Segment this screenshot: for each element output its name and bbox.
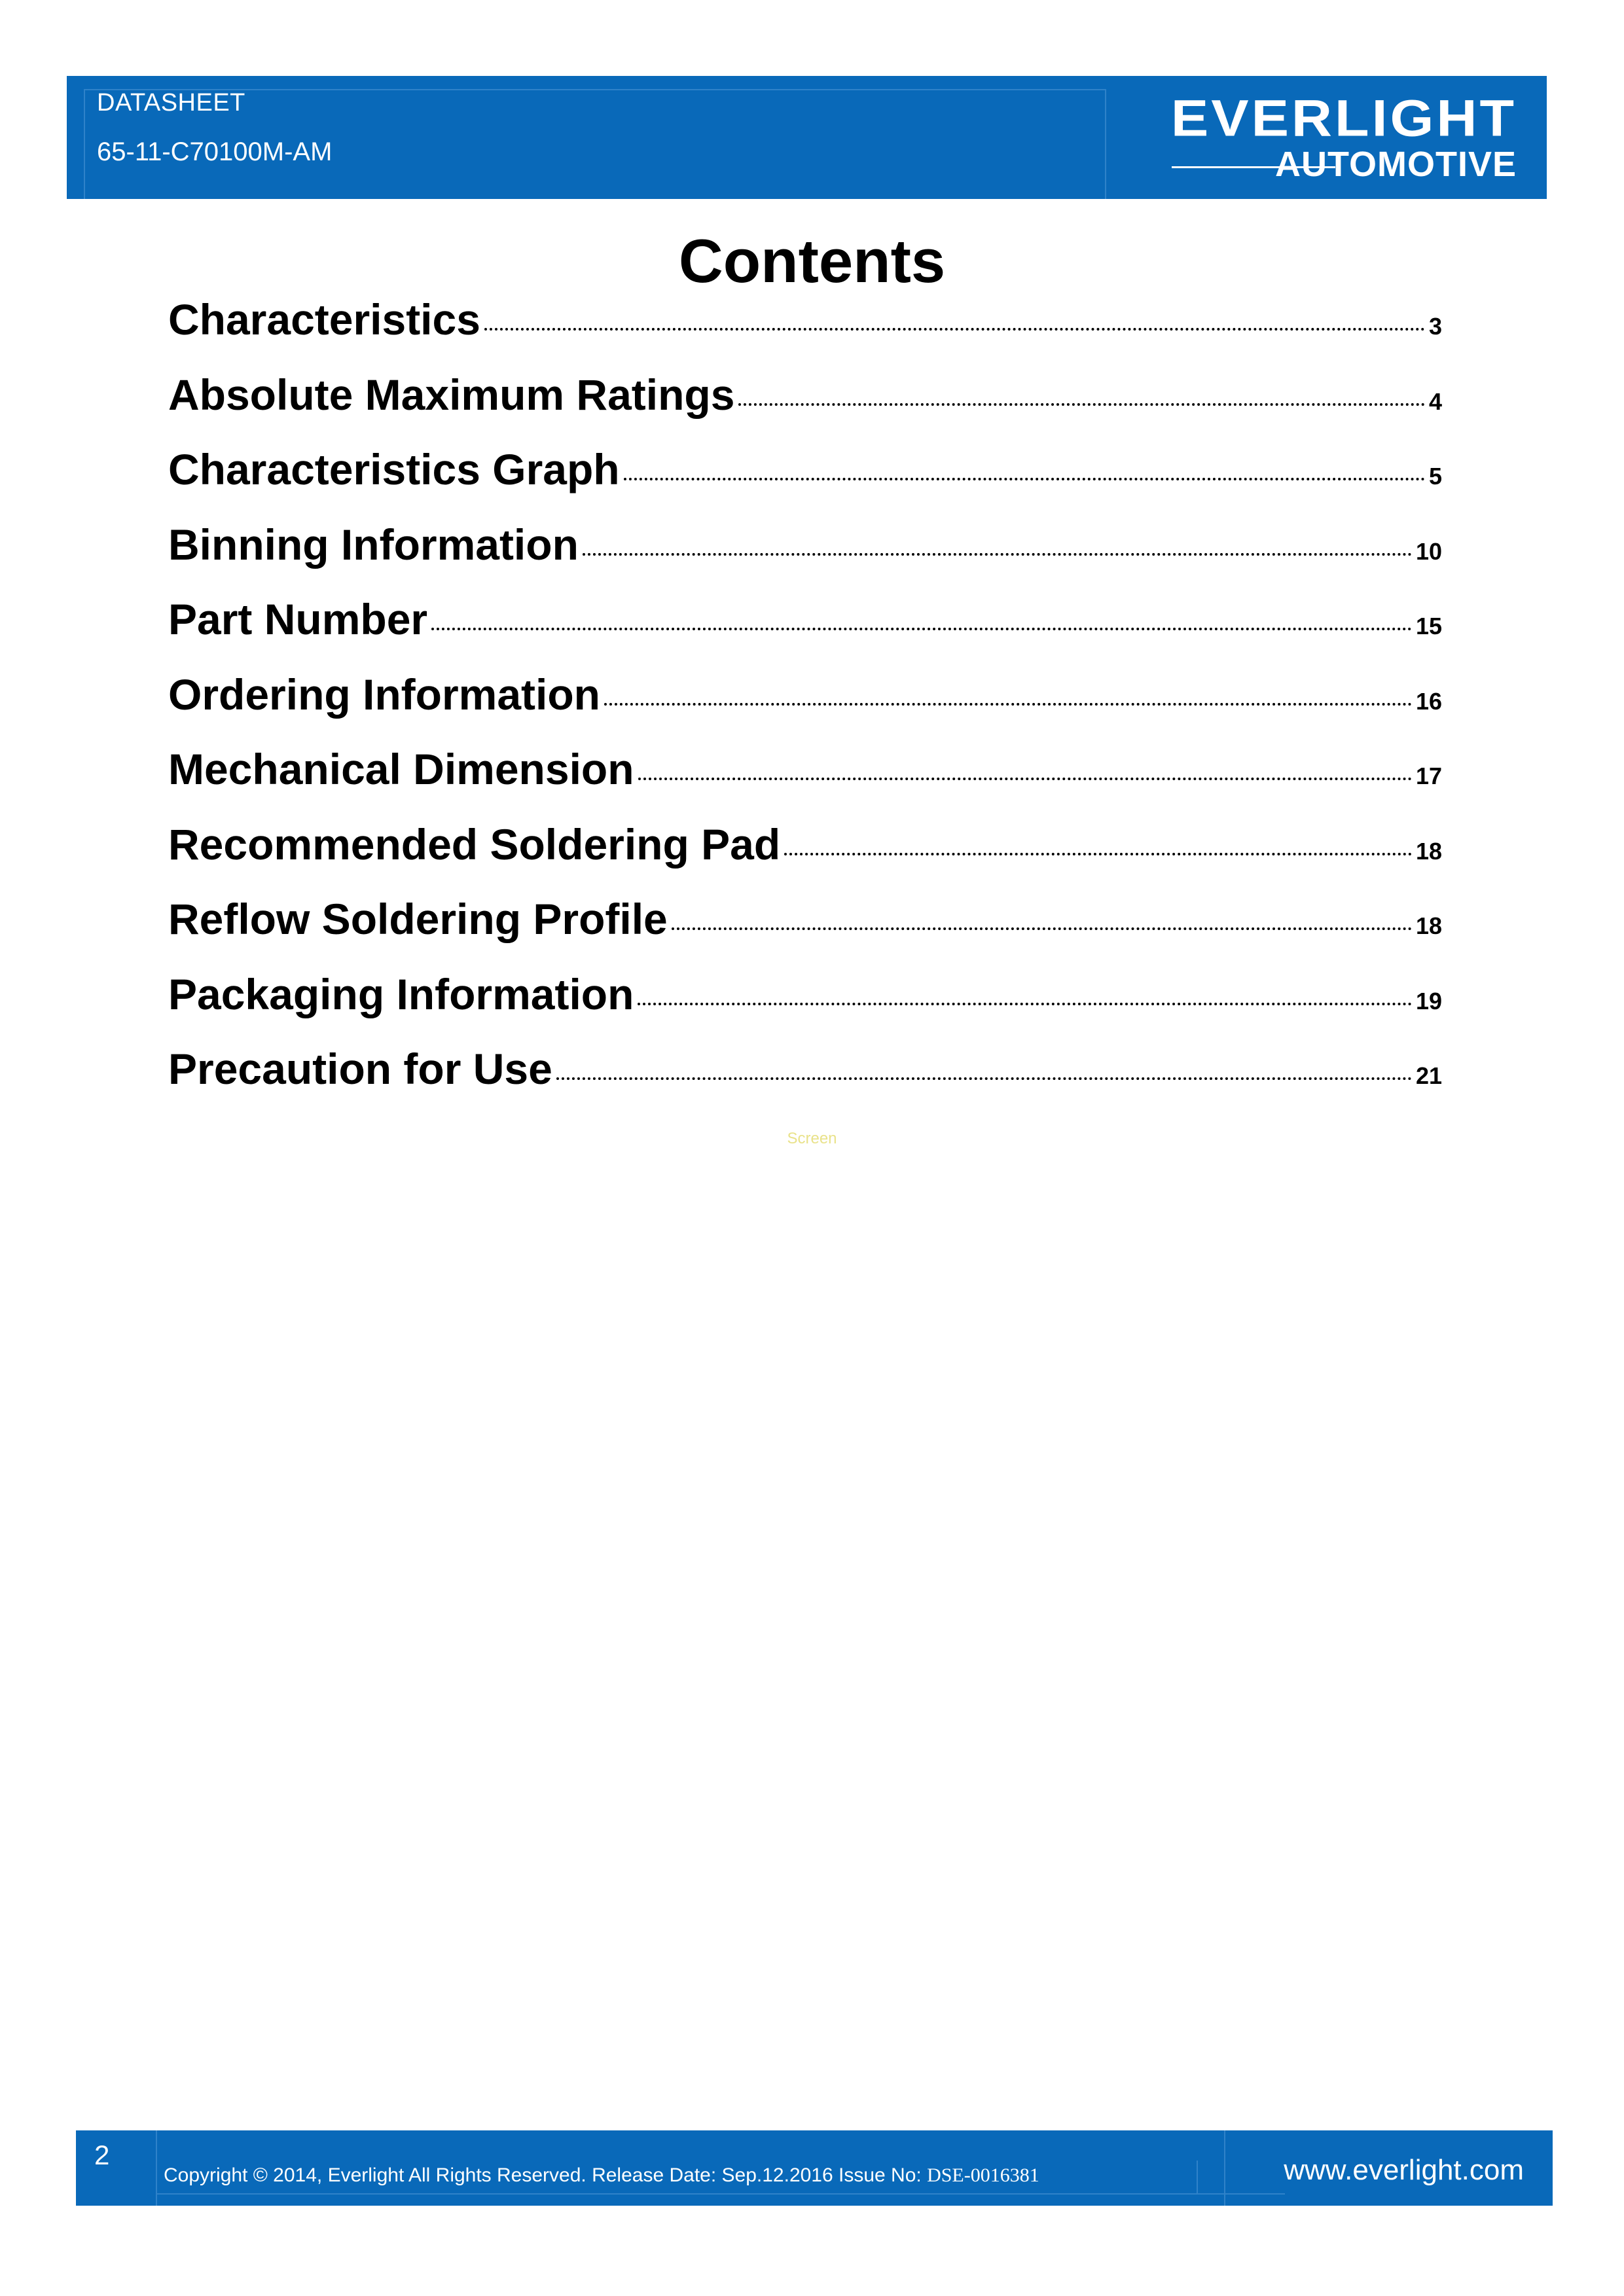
- toc-entry-label: Binning Information: [168, 520, 579, 569]
- toc-entry-page: 5: [1428, 463, 1442, 490]
- toc-entry-label: Characteristics: [168, 295, 480, 344]
- footer-divider-right: [1224, 2130, 1225, 2206]
- brand-logo: [1105, 76, 1547, 199]
- toc-entry-page: 15: [1415, 613, 1442, 639]
- toc-entry-mechanical-dimension[interactable]: [168, 744, 1442, 819]
- toc-dot-leader: [583, 553, 1412, 556]
- page-number: 2: [94, 2140, 110, 2170]
- footer-divider-mid: [1197, 2161, 1198, 2193]
- toc-dot-leader: [638, 778, 1412, 780]
- toc-dot-leader: [431, 628, 1412, 630]
- copyright-notice: [164, 2164, 1039, 2187]
- toc-dot-leader: [556, 1077, 1412, 1080]
- toc-entry-label: Precaution for Use: [168, 1045, 552, 1093]
- toc-entry-characteristics[interactable]: [168, 295, 1442, 370]
- toc-entry-page: 16: [1415, 687, 1442, 715]
- toc-entry-characteristics-graph[interactable]: [168, 444, 1442, 520]
- toc-dot-leader: [624, 478, 1425, 480]
- toc-entry-ordering-information[interactable]: [168, 670, 1442, 745]
- toc-entry-page: 17: [1415, 762, 1442, 789]
- toc-entry-label: Packaging Information: [168, 969, 634, 1018]
- toc-dot-leader: [738, 403, 1425, 406]
- toc-dot-leader: [672, 927, 1412, 930]
- table-of-contents: [168, 295, 1442, 1119]
- toc-dot-leader: [638, 1003, 1412, 1005]
- header-divider-left: [84, 89, 85, 199]
- toc-entry-label: Part Number: [168, 595, 428, 643]
- toc-entry-absolute-maximum-ratings[interactable]: [168, 370, 1442, 445]
- toc-entry-page: 19: [1415, 987, 1442, 1014]
- toc-entry-page: 18: [1415, 837, 1442, 865]
- footer-band: [76, 2130, 1553, 2206]
- contents-title: Contents: [678, 226, 946, 295]
- toc-entry-packaging-information[interactable]: [168, 969, 1442, 1045]
- brand-name: EVERLIGHT: [1170, 89, 1517, 148]
- toc-entry-binning-information[interactable]: [168, 520, 1442, 595]
- toc-entry-page: 3: [1428, 313, 1442, 340]
- copyright-text: Copyright © 2014, Everlight All Rights Reserved. Release Date: Sep.12.2016 Issue No:: [164, 2164, 928, 2186]
- toc-dot-leader: [484, 328, 1425, 331]
- toc-entry-recommended-soldering-pad[interactable]: [168, 819, 1442, 895]
- toc-entry-label: Absolute Maximum Ratings: [168, 370, 735, 419]
- toc-entry-precaution-for-use[interactable]: [168, 1044, 1442, 1119]
- toc-entry-label: Characteristics Graph: [168, 445, 620, 493]
- toc-entry-page: 10: [1415, 537, 1442, 565]
- brand-subtitle: AUTOMOTIVE: [1274, 145, 1517, 184]
- toc-entry-page: 21: [1415, 1062, 1442, 1089]
- toc-entry-part-number[interactable]: [168, 594, 1442, 670]
- header-band: [67, 76, 1547, 199]
- toc-entry-page: 18: [1415, 912, 1442, 939]
- toc-entry-label: Reflow Soldering Profile: [168, 895, 668, 943]
- document-type: DATASHEET: [97, 89, 245, 117]
- part-number-code: 65-11-C70100M-AM: [97, 137, 333, 166]
- faint-watermark-text: Screen: [787, 1130, 837, 1147]
- toc-entry-label: Ordering Information: [168, 670, 600, 719]
- toc-entry-page: 4: [1428, 387, 1442, 415]
- issue-number: DSE-0016381: [927, 2164, 1039, 2186]
- toc-entry-reflow-soldering-profile[interactable]: [168, 894, 1442, 969]
- website-link[interactable]: www.everlight.com: [1284, 2154, 1524, 2186]
- toc-dot-leader: [604, 703, 1412, 706]
- toc-dot-leader: [784, 853, 1412, 855]
- footer-divider-horizontal: [156, 2193, 1285, 2195]
- toc-entry-label: Recommended Soldering Pad: [168, 819, 781, 869]
- toc-entry-label: Mechanical Dimension: [168, 745, 634, 793]
